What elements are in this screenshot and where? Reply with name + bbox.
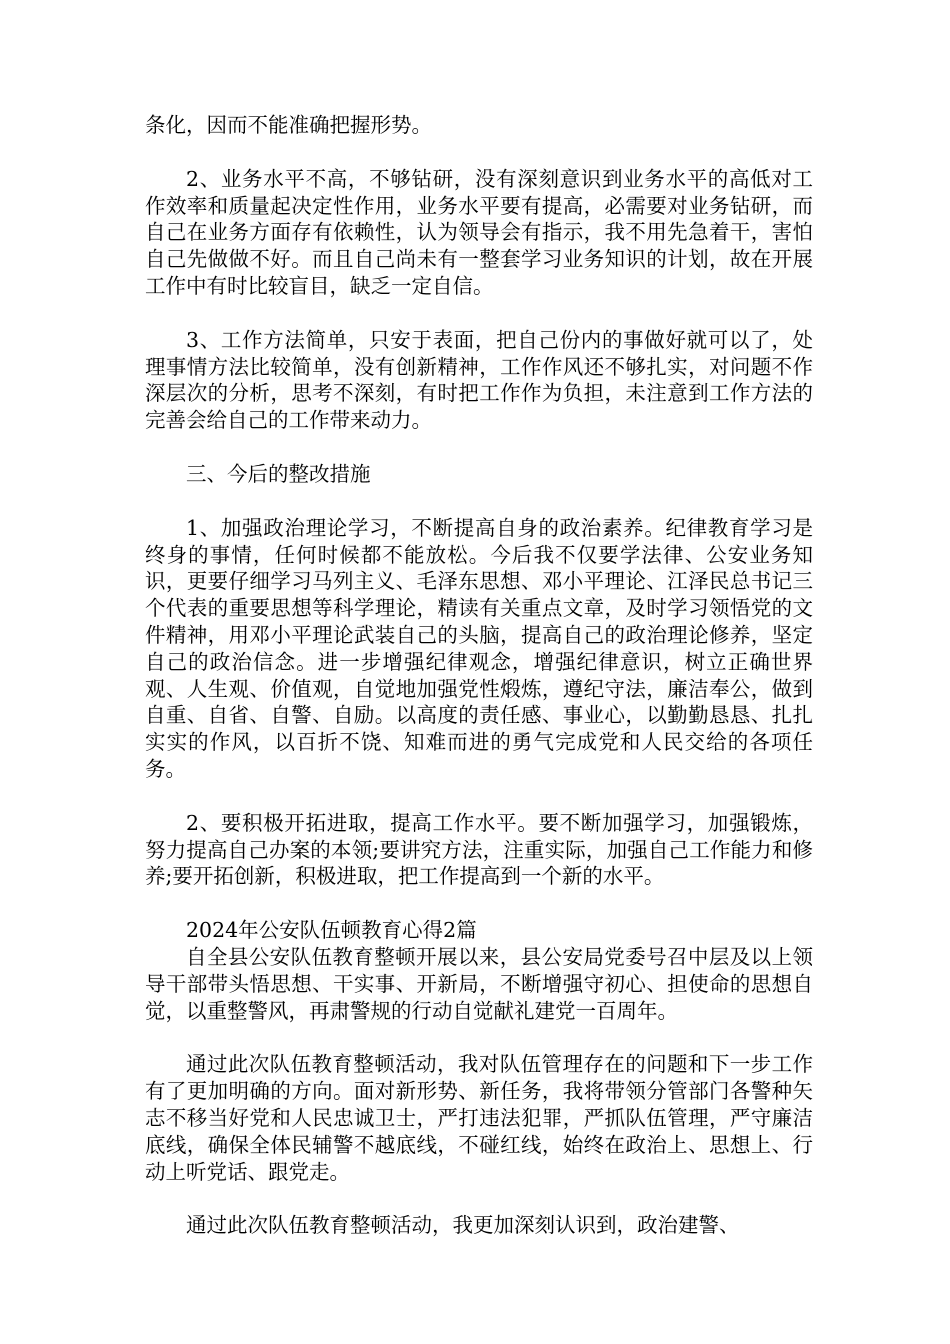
paragraph-intro: 自全县公安队伍教育整顿开展以来，县公安局党委号召中层及以上领导干部带头悟思想、干实事、开新局，不断增强守初心、担使命的思想自觉，以重整警风，再肃警规的行动自觉献礼建党一百周年。 <box>145 944 813 1023</box>
paragraph-measure-2: 2、要积极开拓进取，提高工作水平。要不断加强学习，加强锻炼，努力提高自己办案的本领;要讲究方法，注重实际，加强自己工作能力和修养;要开拓创新，积极进取，把工作提高到一个新的水平。 <box>145 810 813 889</box>
paragraph-measure-1: 1、加强政治理论学习，不断提高自身的政治素养。纪律教育学习是终身的事情，任何时候都不能放松。今后我不仅要学法律、公安业务知识，更要仔细学习马列主义、毛泽东思想、邓小平理论、江泽民总书记三个代表的重要思想等科学理论，精读有关重点文章，及时学习领悟党的文件精神，用邓小平理论武装自己的头脑，提高自己的政治理论修养，坚定自己的政治信念。进一步增强纪律观念，增强纪律意识，树立正确世界观、人生观、价值观，自觉地加强党性煅炼，遵纪守法，廉洁奉公，做到自重、自省、自警、自励。以高度的责任感、事业心，以勤勤恳恳、扎扎实实的作风，以百折不饶、知难而进的勇气完成党和人民交给的各项任务。 <box>145 515 813 781</box>
paragraph-work-method: 3、工作方法简单，只安于表面，把自己份内的事做好就可以了，处理事情方法比较简单，没有创新精神，工作作风还不够扎实，对问题不作深层次的分析，思考不深刻，有时把工作作为负担，未注意到工作方法的完善会给自己的工作带来动力。 <box>145 327 813 433</box>
paragraph-direction: 通过此次队伍教育整顿活动，我对队伍管理存在的问题和下一步工作有了更加明确的方向。面对新形势、新任务，我将带领分管部门各警种矢志不移当好党和人民忠诚卫士，严打违法犯罪，严抓队伍管理，严守廉洁底线，确保全体民辅警不越底线，不碰红线，始终在政治上、思想上、行动上听党话、跟党走。 <box>145 1052 813 1184</box>
paragraph-business-level: 2、业务水平不高，不够钻研，没有深刻意识到业务水平的高低对工作效率和质量起决定性作用，业务水平要有提高，必需要对业务钻研，而自己在业务方面存有依赖性，认为领导会有指示，我不用先急着干，害怕自己先做做不好。而且自己尚未有一整套学习业务知识的计划，故在开展工作中有时比较盲目，缺乏一定自信。 <box>145 166 813 298</box>
article-subtitle: 2024年公安队伍顿教育心得2篇 <box>186 918 477 943</box>
section-heading-measures: 三、今后的整改措施 <box>186 461 371 486</box>
document-page <box>145 112 813 1266</box>
paragraph-continuation: 条化，因而不能准确把握形势。 <box>145 113 432 137</box>
paragraph-political-policing: 通过此次队伍教育整顿活动，我更加深刻认识到，政治建警、 <box>186 1213 740 1238</box>
